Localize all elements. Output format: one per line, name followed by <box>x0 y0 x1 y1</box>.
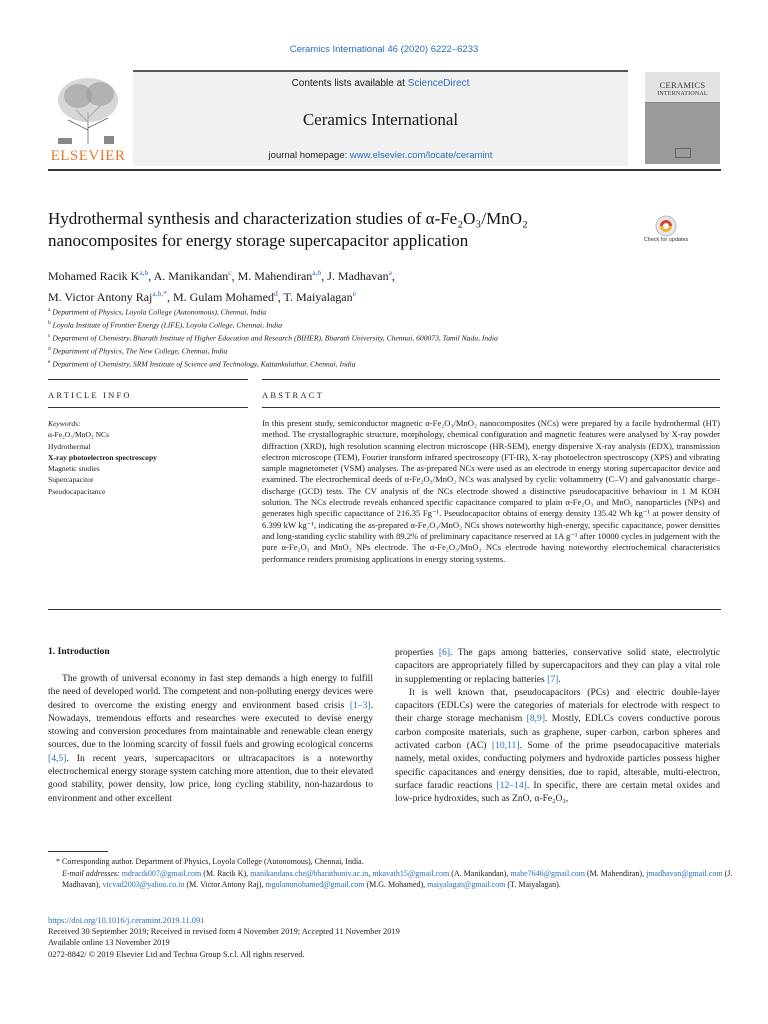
paragraph-text: properties <box>395 647 439 658</box>
affiliation-item: $^a$ Department of Physics, Loyola College (Autonomous), Chennai, India <box>48 307 267 317</box>
author-name[interactable]: M. Victor Antony Raj <box>48 290 153 304</box>
journal-cover-image[interactable] <box>645 72 720 164</box>
author-affil-sup[interactable]: d <box>273 289 278 298</box>
author-affil-sup[interactable]: a,b,* <box>152 289 167 298</box>
email-link[interactable]: vicvad2003@yahoo.co.in <box>102 880 185 890</box>
keyword-item: Pseudocapacitance <box>48 486 106 496</box>
email-owner: (A. Manikandan), <box>449 868 511 878</box>
email-link[interactable]: mkavath15@gmail.com <box>372 868 450 878</box>
author-name[interactable]: T. Maiyalagan <box>283 290 353 304</box>
article-info-rule-top <box>48 379 248 380</box>
paragraph-text: The growth of universal economy in fast step demands a high energy to fulfill the need of developed world. The competent and non-polluting energy devices were desired to overcome the existing energy and environment based crisis <box>48 673 373 711</box>
affiliation-item: $^e$ Department of Chemistry, SRM Institute of Science and Technology, Kattankulathur, Chennai, India <box>48 358 356 369</box>
keywords-list <box>48 418 248 497</box>
received-dates: Received 30 September 2019; Received in revised form 4 November 2019; Accepted 11 November 2019 <box>48 927 400 937</box>
email-owner: (M. Victor Antony Raj), <box>184 880 266 890</box>
title-line-2: nanocomposites for energy storage supercapacitor application <box>48 231 469 250</box>
email-owner: (J. Madhavan), <box>62 868 733 890</box>
paragraph-text: . In recent years, supercapacitors or ultracapacitors is a noteworthy electrochemical energy storage system catching more attention, due to their elevated good stability, power density, low price, long cycling stability, non-hazardous to environment and other excellent <box>48 752 373 804</box>
affiliation-item: $^b$ Loyola Institute of Frontier Energy (LIFE), Loyola College, Chennai, India <box>48 319 282 330</box>
intro-paragraph <box>395 686 720 806</box>
corresponding-author-note: * Corresponding author. Department of Physics, Loyola College (Autonomous), Chennai, India. <box>56 857 364 866</box>
journal-homepage-line: journal homepage: www.elsevier.com/locate/ceramint <box>268 150 493 161</box>
author-line-2: M. Victor Antony Raj$^{a,b,*}$, M. Gulam Mohamed$^d$, T. Maiyalagan$^e$ <box>48 289 356 304</box>
paragraph-text: . Mostly, EDLCs covers conductive porous carbon composite materials, such as graphene, super carbon, carbon spheres and activated carbon (AC) <box>395 713 720 752</box>
citation-link[interactable]: [7] <box>547 673 559 685</box>
affiliations <box>48 305 728 370</box>
keyword-item: α-Fe₂O₃/MnO₂ NCs <box>48 430 110 440</box>
email-link[interactable]: maiyalagan@gmail.com <box>427 880 506 890</box>
citation-link[interactable]: [1–3] <box>349 699 371 711</box>
email-link[interactable]: mahe7646@gmail.com <box>510 868 585 878</box>
email-addresses <box>48 868 738 891</box>
email-link[interactable]: jmadhavan@gmail.com <box>646 868 723 878</box>
journal-citation[interactable]: Ceramics International 46 (2020) 6222–6233 <box>289 44 479 55</box>
footnotes <box>48 856 738 891</box>
author-name[interactable]: J. Madhavan <box>327 269 389 283</box>
paragraph-text: . Some of the prime pseudocapacitive materials namely, metal oxides, conducting polymers and hydroxide particles possess higher specific capacitances and energy densities, due to rapid, alterable, multi-electron, surface faradic reactions <box>395 740 720 791</box>
email-owner: (T. Maiyalagan). <box>505 880 561 890</box>
abstract-text: In this present study, semiconductor magnetic α-Fe₂O₃/MnO₂ nanocomposites (NCs) were prepared by a facile hydrothermal (HT) method. The crystallographic structure, morphology, chemical configuration and magnetic features were analysed by X-ray powder diffraction (XRD), high resolution scanning electron microscope (HR-SEM), energy dispersive X-ray analysis (EDX), transmission electron microscope (TEM), Fourier transform infrared spectroscopy (FT-IR), X-ray photoelectron spectroscopy (XPS) and vibrating sample magnetometer (VSM) analyses. The as-prepared NCs were used as an electrode in energy storing supercapacitor device and examined. The electrochemical deeds of α-Fe₂O₃/MnO₂ NCs was analysed by cyclic voltammetry (C–V) and galvanostatic charge–discharge (GCD) tests. The CV analysis of the NCs electrode showed a distinctive pseudocapacitive behaviour in 1 M KOH solution. The NCs electrode reveals enhanced specific capacitance compared to plain α-Fe₂O₃ and MnO₂ nanoparticles (NPs) and generates high specific capacitance of 216.35 Fg⁻¹. Pseudocapacitor obtains of energy density 135.42 Wh kg⁻¹ at power density of 6.399 kW kg⁻¹, indicating the as-prepared α-Fe₂O₃/MnO₂ NCs shows noteworthy high-energy, specific capacitance, power densities and long-standing cyclic stability with 89.2% of preliminary capacitance reserved at 1A g⁻¹ after 10000 cycles in judgement with the pure α-Fe₂O₃ and MnO₂ NPs electrode. The α-Fe₂O₃/MnO₂ NCs electrode having noteworthy electrochemical characteristics performance renders promising applications in energy storing systems. <box>262 418 720 564</box>
intro-paragraph <box>395 646 720 686</box>
sciencedirect-link[interactable]: ScienceDirect <box>407 78 470 89</box>
available-online: Available online 13 November 2019 <box>48 938 170 948</box>
author-affil-sup[interactable]: e <box>352 289 356 298</box>
intro-left-column <box>48 672 373 805</box>
keyword-item: Supercapacitor <box>48 475 94 485</box>
author-affil-sup[interactable]: a,b <box>139 268 149 277</box>
author-line-1: Mohamed Racik K$^{a,b}$, A. Manikandan$^c$, M. Mahendiran$^{a,b}$, J. Madhavan$^a$, <box>48 268 395 283</box>
homepage-link[interactable]: www.elsevier.com/locate/ceramint <box>349 150 493 161</box>
citation-link[interactable]: [4,5] <box>48 752 67 764</box>
cover-title-band <box>645 72 720 103</box>
email-owner: (M. Mahendiran), <box>585 868 647 878</box>
citation-link[interactable]: [6] <box>438 647 451 658</box>
author-affil-sup[interactable]: a,b <box>312 268 322 277</box>
contents-line: Contents lists available at ScienceDirect <box>291 78 470 89</box>
email-link[interactable]: mgulammohamed@gmail.com <box>265 880 365 890</box>
author-list <box>48 264 648 306</box>
email-link[interactable]: mdracik007@gmail.com <box>121 868 202 878</box>
author-name[interactable]: A. Manikandan <box>153 269 229 283</box>
cover-emblem-icon <box>675 148 691 158</box>
author-name[interactable]: Mohamed Racik K <box>48 269 140 283</box>
title-line-1: Hydrothermal synthesis and characterization studies of α-Fe₂O₃/MnO₂ <box>48 209 528 228</box>
email-link[interactable]: manikandana.che@bharathuniv.ac.in <box>250 868 369 878</box>
article-title <box>48 208 628 252</box>
author-name[interactable]: M. Mahendiran <box>237 269 313 283</box>
cover-title: CERAMICS <box>659 80 706 90</box>
author-affil-sup[interactable]: a <box>388 268 392 277</box>
header-divider <box>48 169 721 171</box>
check-for-updates-icon <box>646 213 686 253</box>
check-for-updates-button[interactable] <box>643 213 689 253</box>
paragraph-text: It is well known that, pseudocapacitors (PCs) and electric double-layer capacitors (EDLCs) were the categories of materials for electrode with respect to their charge storage mechanism <box>395 686 720 725</box>
section-heading-introduction: 1. Introduction <box>48 646 110 657</box>
footnote-rule <box>48 851 108 852</box>
keywords-label: Keywords: <box>48 419 81 428</box>
keyword-item: Magnetic studies <box>48 464 100 474</box>
affiliation-item: $^d$ Department of Physics, The New College, Chennai, India <box>48 345 228 356</box>
paragraph-text: . The gaps among batteries, conservative solid state, electrolytic capacitors are appropriately filled by supercapacitors and they can play a vital role in supplementing or replacing batteries <box>395 647 720 685</box>
affiliation-item: $^c$ Department of Chemistry, Bharath Institute of Higher Education and Research (BIHER), Bharath University, Chennai, 600073, Tamil Nadu, India <box>48 332 498 343</box>
keyword-item: Hydrothermal <box>48 441 91 451</box>
article-info-heading: ARTICLE INFO <box>48 390 132 400</box>
article-info-rule-mid <box>48 407 248 408</box>
intro-right-column <box>395 646 720 806</box>
keyword-item: X-ray photoelectron spectroscopy <box>48 452 157 462</box>
author-affil-sup[interactable]: c <box>228 268 232 277</box>
citation-link[interactable]: [10,11] <box>491 740 520 752</box>
abstract-rule-mid <box>262 407 720 408</box>
citation-link[interactable]: [12–14] <box>496 779 527 791</box>
cover-subtitle: INTERNATIONAL <box>657 91 708 97</box>
doi-link[interactable]: https://doi.org/10.1016/j.ceramint.2019.11.091 <box>48 916 205 925</box>
intro-paragraph <box>48 672 373 805</box>
paragraph-text: . <box>558 673 561 685</box>
abstract-heading: ABSTRACT <box>262 390 324 400</box>
email-label: E-mail addresses: <box>62 868 122 878</box>
copyright: 0272-8842/ © 2019 Elsevier Ltd and Techna Group S.r.l. All rights reserved. <box>48 949 305 959</box>
paragraph-text: . Nowadays, tremendous efforts and researches were executed to devise energy stowing and conversion procedures from maintainable and renewable clean energy sources, due to the looming scarcity of fossil fuels and growing ecological concerns <box>48 699 373 751</box>
citation-link[interactable]: [8,9] <box>526 713 546 725</box>
paragraph-text: . In specific, there are certain metal oxides and low-price hydroxides, such as ZnO, α-Fe₂O₃, <box>395 779 721 805</box>
author-name[interactable]: M. Gulam Mohamed <box>172 290 274 304</box>
email-owner: (M. Racik K), <box>201 868 251 878</box>
journal-name: Ceramics International <box>302 110 459 129</box>
abstract-rule-top <box>262 379 720 380</box>
article-history <box>48 915 548 960</box>
elsevier-wordmark: ELSEVIER <box>50 148 126 164</box>
email-owner: , <box>368 868 373 878</box>
abstract-rule-bottom <box>48 609 721 610</box>
check-for-updates-label: Check for updates <box>643 237 689 243</box>
email-owner: (M.G. Mohamed), <box>364 880 428 890</box>
